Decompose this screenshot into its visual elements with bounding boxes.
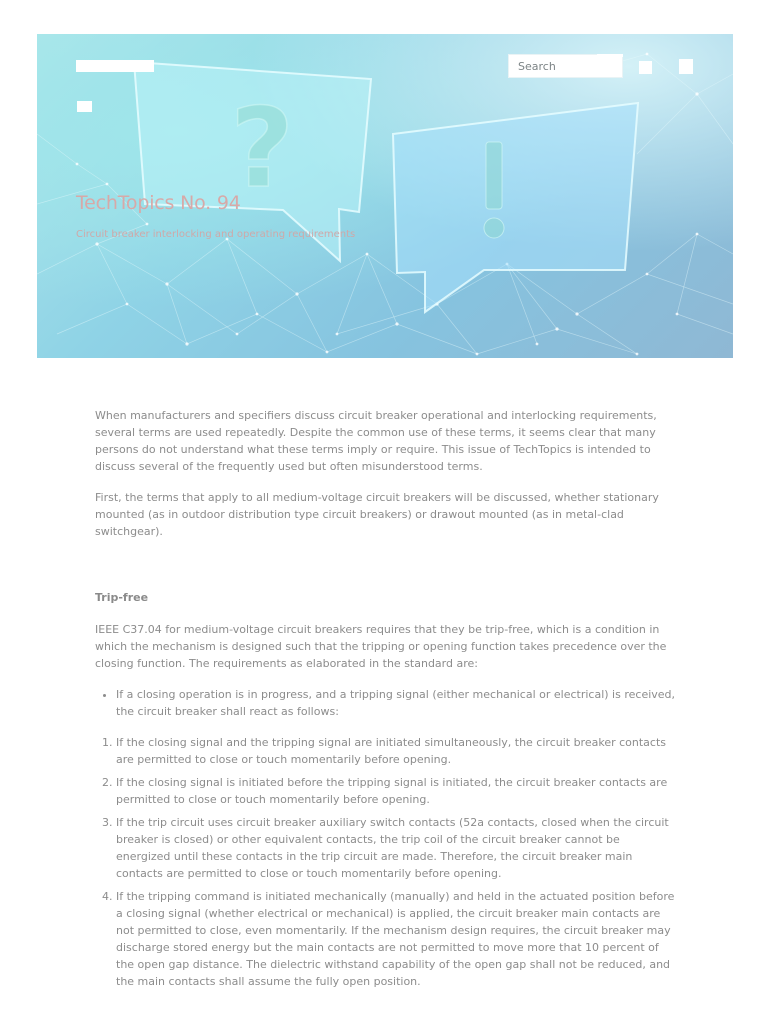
account-icon[interactable] (639, 61, 652, 74)
section-heading-trip-free: Trip-free (95, 591, 149, 604)
article-body (95, 407, 677, 996)
menu-icon[interactable] (77, 101, 92, 112)
list-item: 1. If the closing signal and the tripping signal are initiated simultaneously, the circuit breaker contacts are permitted to close or touch momentarily before opening. (116, 734, 677, 768)
search-box-accent (597, 54, 623, 57)
hero-banner (37, 34, 733, 358)
cart-icon[interactable] (679, 59, 693, 74)
section-intro-paragraph: IEEE C37.04 for medium-voltage circuit breakers requires that they be trip-free, which is a condition in which the mechanism is designed such that the tripping or opening function takes precedence over the closing function. The requirements as elaborated in the standard are: (95, 623, 667, 670)
requirements-list (95, 734, 677, 990)
scope-paragraph: First, the terms that apply to all medium-voltage circuit breakers will be discussed, whether stationary mounted (as in outdoor distribution type circuit breakers) or drawout mounted (as in metal-clad switchgear). (95, 491, 659, 538)
search-input[interactable]: Search (508, 54, 623, 78)
list-item: 3. If the trip circuit uses circuit breaker auxiliary switch contacts (52a contacts, closed when the circuit breaker is closed) or other equivalent contacts, the trip coil of the circuit breaker cannot be energized until these contacts in the trip circuit are made. Therefore, the circuit breaker main contacts are permitted to close or touch momentarily before opening. (116, 814, 677, 882)
page-title: TechTopics No. 94 (76, 192, 241, 214)
bullet-list (95, 686, 677, 720)
svg-text:?: ? (230, 84, 294, 212)
page-subtitle: Circuit breaker interlocking and operating requirements (76, 229, 356, 240)
list-item: 4. If the tripping command is initiated mechanically (manually) and held in the actuated position before a closing signal (whether electrical or mechanical) is applied, the circuit breaker main contacts are not permitted to close, even momentarily. If the mechanism design requires, the circuit breaker may discharge stored energy but the main contacts are not permitted to move more that 10 percent of the open gap distance. The dielectric withstand capability of the open gap shall not be reduced, and the main contacts shall assume the fully open position. (116, 888, 677, 990)
list-item: 2. If the closing signal is initiated before the tripping signal is initiated, the circuit breaker contacts are permitted to close or touch momentarily before opening. (116, 774, 677, 808)
logo[interactable] (76, 60, 154, 72)
exclamation-bubble (393, 103, 638, 312)
list-item: • If a closing operation is in progress, and a tripping signal (either mechanical or electrical) is received, the circuit breaker shall react as follows: (116, 686, 677, 720)
intro-paragraph: When manufacturers and specifiers discuss circuit breaker operational and interlocking requirements, several terms are used repeatedly. Despite the common use of these terms, it seems clear that many persons do not understand what these terms imply or require. This issue of TechTopics is intended to discuss several of the frequently used but often misunderstood terms. (95, 409, 657, 473)
